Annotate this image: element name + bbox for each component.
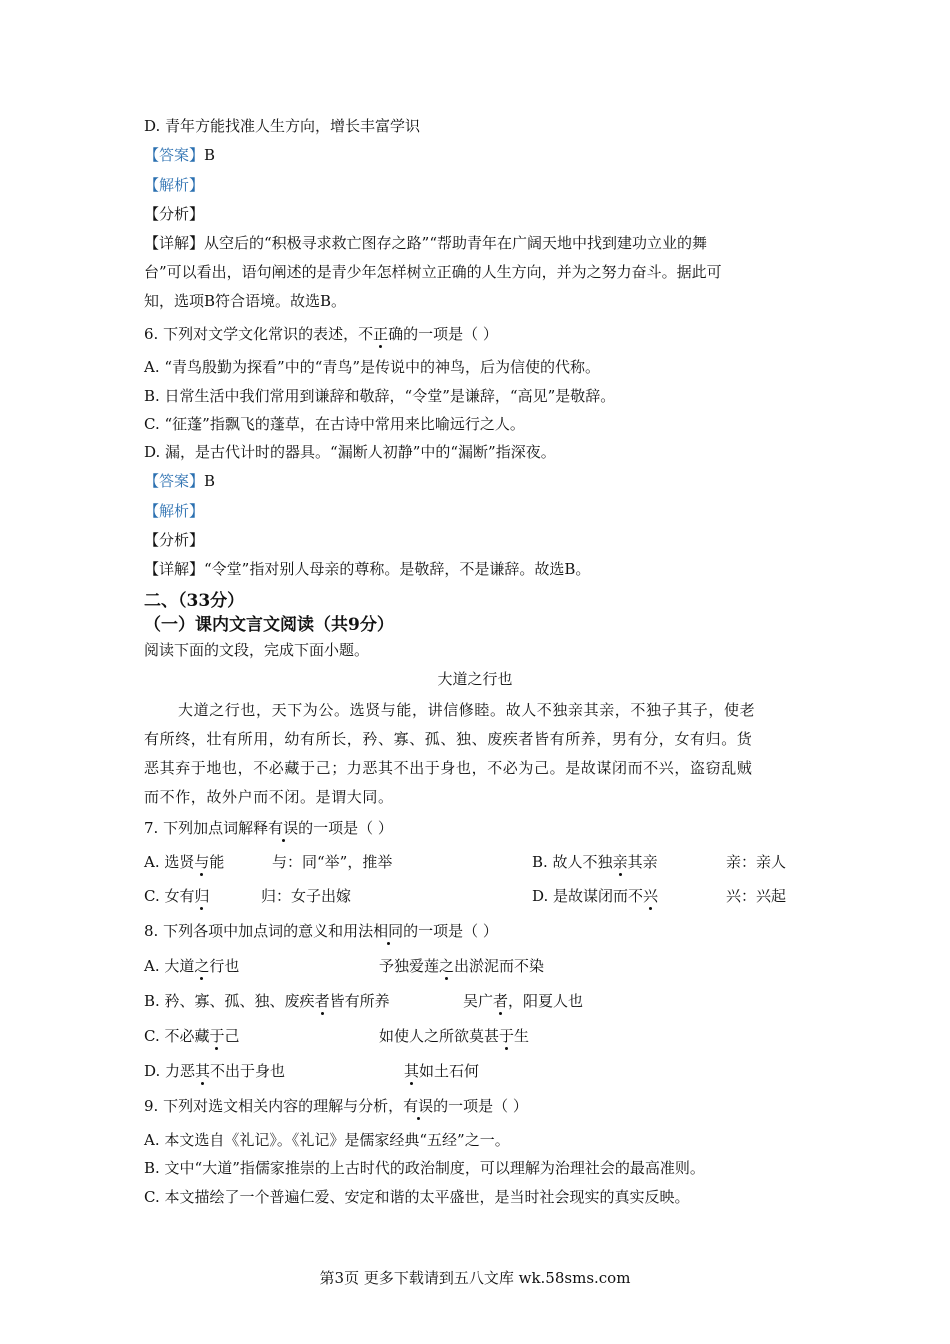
q6-answer [144,471,215,491]
emphasis-dotted: 者 [493,992,509,1010]
q5-answer [144,145,215,165]
emphasis-dotted: 其 [195,1062,211,1080]
section-subheading: （一）课内文言文阅读（共9分） [144,615,394,635]
emphasis-dotted: 亲 [612,853,628,871]
q8-option-a-compare: 予独爱莲之出淤泥而不染 [379,957,545,975]
reading-instruction: 阅读下面的文段，完成下面小题。 [144,641,370,659]
q6-analysis-tag: 【解析】 [144,502,205,520]
q7-option-b-gloss: 亲：亲人 [726,853,787,871]
q9-option-c: C. 本文描绘了一个普遍仁爱、安定和谐的太平盛世，是当时社会现实的真实反映。 [144,1188,690,1206]
emphasis-dotted: 有误 [268,819,299,837]
q5-option-d: D. 青年方能找准人生方向，增长丰富学识 [144,117,421,135]
q6-stem: 6. 下列对文学文化常识的表述，不正确的一项是（ ） [144,325,498,343]
emphasis-dotted: 于 [499,1027,515,1045]
emphasis-dotted: 者 [314,992,330,1010]
q5-detail-line-3: 知，选项B符合语境。故选B。 [144,292,347,310]
q7-option-d: D. 是故谋闭而不兴 [532,887,659,905]
answer-value: B [204,146,216,164]
answer-tag: 【答案】 [144,472,205,490]
answer-value: B [204,472,216,490]
q5-detail-line-1: 【详解】从空后的“积极寻求救亡图存之路”“帮助青年在广阔天地中找到建功立业的舞 [144,234,708,252]
emphasis-dotted: 其 [404,1062,420,1080]
emphasis-dotted: 不正确 [358,325,404,343]
q6-option-c: C. “征蓬”指飘飞的蓬草，在古诗中常用来比喻远行之人。 [144,415,525,433]
q6-option-a: A. “青鸟殷勤为探看”中的“青鸟”是传说中的神鸟，后为信使的代称。 [144,358,601,376]
passage-line-4: 而不作，故外户而不闭。是谓大同。 [144,788,394,806]
emphasis-dotted: 兴 [643,887,659,905]
passage-line-2: 有所终，壮有所用，幼有所长，矜、寡、孤、独、废疾者皆有所养，男有分，女有归。货 [144,730,753,748]
q8-option-c-compare: 如使人之所欲莫甚于生 [379,1027,530,1045]
emphasis-dotted: 相同 [373,922,404,940]
q7-option-c: C. 女有归 [144,887,210,905]
q6-fenxi: 【分析】 [144,531,205,549]
page-footer: 第3页 更多下载请到五八文库 wk.58sms.com [319,1269,631,1287]
q8-option-b-compare: 吴广者，阳夏人也 [463,992,584,1010]
section-heading: 二、（33分） [144,591,245,611]
q8-option-a: A. 大道之行也 [144,957,240,975]
q7-option-c-gloss: 归：女子出嫁 [261,887,352,905]
q6-detail: 【详解】“令堂”指对别人母亲的尊称。是敬辞，不是谦辞。故选B。 [144,560,591,578]
emphasis-dotted: 之 [439,957,455,975]
q8-option-b: B. 矜、寡、孤、独、废疾者皆有所养 [144,992,390,1010]
q7-option-b: B. 故人不独亲其亲 [532,853,658,871]
q6-option-b: B. 日常生活中我们常用到谦辞和敬辞，“令堂”是谦辞，“高见”是敬辞。 [144,387,616,405]
q7-option-a-gloss: 与：同“举”，推举 [272,853,393,871]
q8-option-d-compare: 其如土石何 [404,1062,480,1080]
q7-stem: 7. 下列加点词解释有误的一项是（ ） [144,819,393,837]
passage-line-3: 恶其弃于地也，不必藏于己；力恶其不出于身也，不必为己。是故谋闭而不兴，盗窃乱贼 [144,759,753,777]
q5-fenxi: 【分析】 [144,205,205,223]
q8-stem: 8. 下列各项中加点词的意义和用法相同的一项是（ ） [144,922,498,940]
q9-option-a: A. 本文选自《礼记》。《礼记》是儒家经典“五经”之一。 [144,1131,510,1149]
passage-title: 大道之行也 [437,670,513,688]
emphasis-dotted: 有误 [403,1097,434,1115]
q8-option-c: C. 不必藏于己 [144,1027,240,1045]
q9-option-b: B. 文中“大道”指儒家推崇的上古时代的政治制度，可以理解为治理社会的最高准则。 [144,1159,705,1177]
emphasis-dotted: 归 [194,887,210,905]
passage-line-1: 大道之行也，天下为公。选贤与能，讲信修睦。故人不独亲其亲，不独子其子，使老 [178,701,756,719]
emphasis-dotted: 之 [194,957,210,975]
q5-analysis-tag: 【解析】 [144,176,205,194]
answer-tag: 【答案】 [144,146,205,164]
q9-stem: 9. 下列对选文相关内容的理解与分析，有误的一项是（ ） [144,1097,528,1115]
emphasis-dotted: 于 [209,1027,225,1045]
q5-detail-line-2: 台”可以看出，语句阐述的是青少年怎样树立正确的人生方向，并为之努力奋斗。据此可 [144,263,722,281]
q7-option-d-gloss: 兴：兴起 [726,887,787,905]
q8-option-d: D. 力恶其不出于身也 [144,1062,286,1080]
q7-option-a: A. 选贤与能 [144,853,225,871]
q6-option-d: D. 漏，是古代计时的器具。“漏断人初静”中的“漏断”指深夜。 [144,443,556,461]
emphasis-dotted: 与 [194,853,210,871]
